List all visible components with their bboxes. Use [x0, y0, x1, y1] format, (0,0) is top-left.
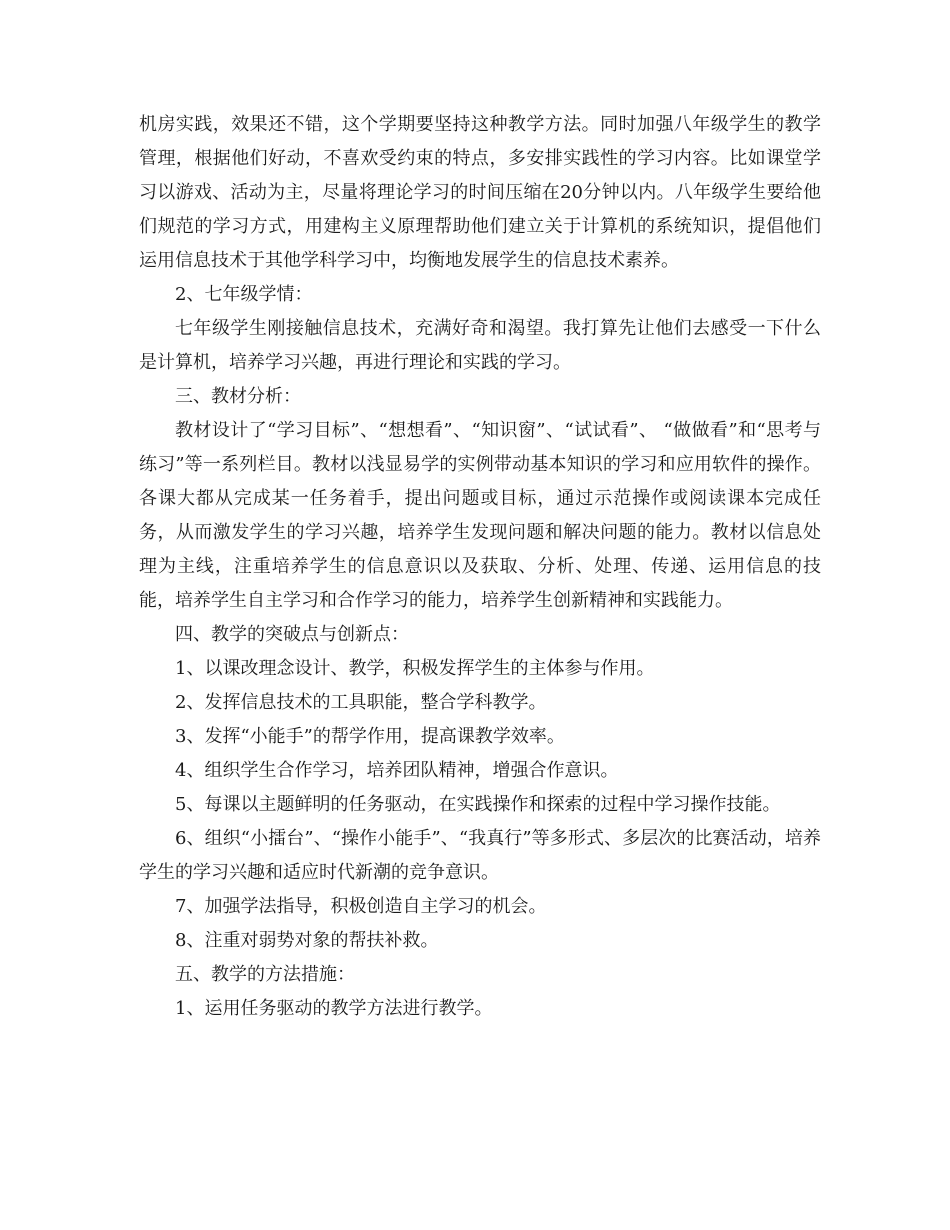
list-item-breakthrough-5: 5、每课以主题鲜明的任务驱动，在实践操作和探索的过程中学习操作技能。: [175, 794, 781, 815]
list-item-breakthrough-8: 8、注重对弱势对象的帮扶补救。: [175, 930, 439, 951]
document-body: [139, 108, 821, 1026]
list-item-method-1: 1、运用任务驱动的教学方法进行教学。: [175, 998, 493, 1019]
paragraph-grade7-situation: 七年级学生刚接触信息技术，充满好奇和渴望。我打算先让他们去感受一下什么是计算机，培养学习兴趣，再进行理论和实践的学习。: [139, 318, 821, 373]
heading-breakthroughs: 四、教学的突破点与创新点：: [175, 624, 409, 645]
list-item-breakthrough-1: 1、以课改理念设计、教学，积极发挥学生的主体参与作用。: [175, 658, 655, 679]
list-item-breakthrough-2: 2、发挥信息技术的工具职能，整合学科教学。: [175, 692, 547, 713]
paragraph-textbook-analysis: 教材设计了“学习目标”、“想想看”、“知识窗”、“试试看”、 “做做看”和“思考与练习”等一系列栏目。教材以浅显易学的实例带动基本知识的学习和应用软件的操作。各课大都从完成某一任务着手，提出问题或目标，通过示范操作或阅读课本完成任务，从而激发学生的学习兴趣，培养学生发现问题和解决问题的能力。教材以信息处理为主线，注重培养学生的信息意识以及获取、分析、处理、传递、运用信息的技能，培养学生自主学习和合作学习的能力，培养学生创新精神和实践能力。: [139, 420, 821, 611]
heading-teaching-methods: 五、教学的方法措施：: [175, 964, 355, 985]
list-item-breakthrough-6: 6、组织“小擂台”、“操作小能手”、“我真行”等多形式、多层次的比赛活动，培养学生的学习兴趣和适应时代新潮的竞争意识。: [139, 828, 821, 883]
heading-textbook-analysis: 三、教材分析：: [175, 386, 301, 407]
list-item-breakthrough-3: 3、发挥“小能手”的帮学作用，提高课教学效率。: [175, 726, 565, 747]
list-item-breakthrough-7: 7、加强学法指导，积极创造自主学习的机会。: [175, 896, 547, 917]
heading-grade7-situation: 2、七年级学情：: [175, 284, 313, 305]
paragraph-teaching-management: 机房实践，效果还不错，这个学期要坚持这种教学方法。同时加强八年级学生的教学管理，根据他们好动，不喜欢受约束的特点，多安排实践性的学习内容。比如课堂学习以游戏、活动为主，尽量将理论学习的时间压缩在20分钟以内。八年级学生要给他们规范的学习方式，用建构主义原理帮助他们建立关于计算机的系统知识，提倡他们运用信息技术于其他学科学习中，均衡地发展学生的信息技术素养。: [139, 114, 821, 271]
list-item-breakthrough-4: 4、组织学生合作学习，培养团队精神，增强合作意识。: [175, 760, 619, 781]
